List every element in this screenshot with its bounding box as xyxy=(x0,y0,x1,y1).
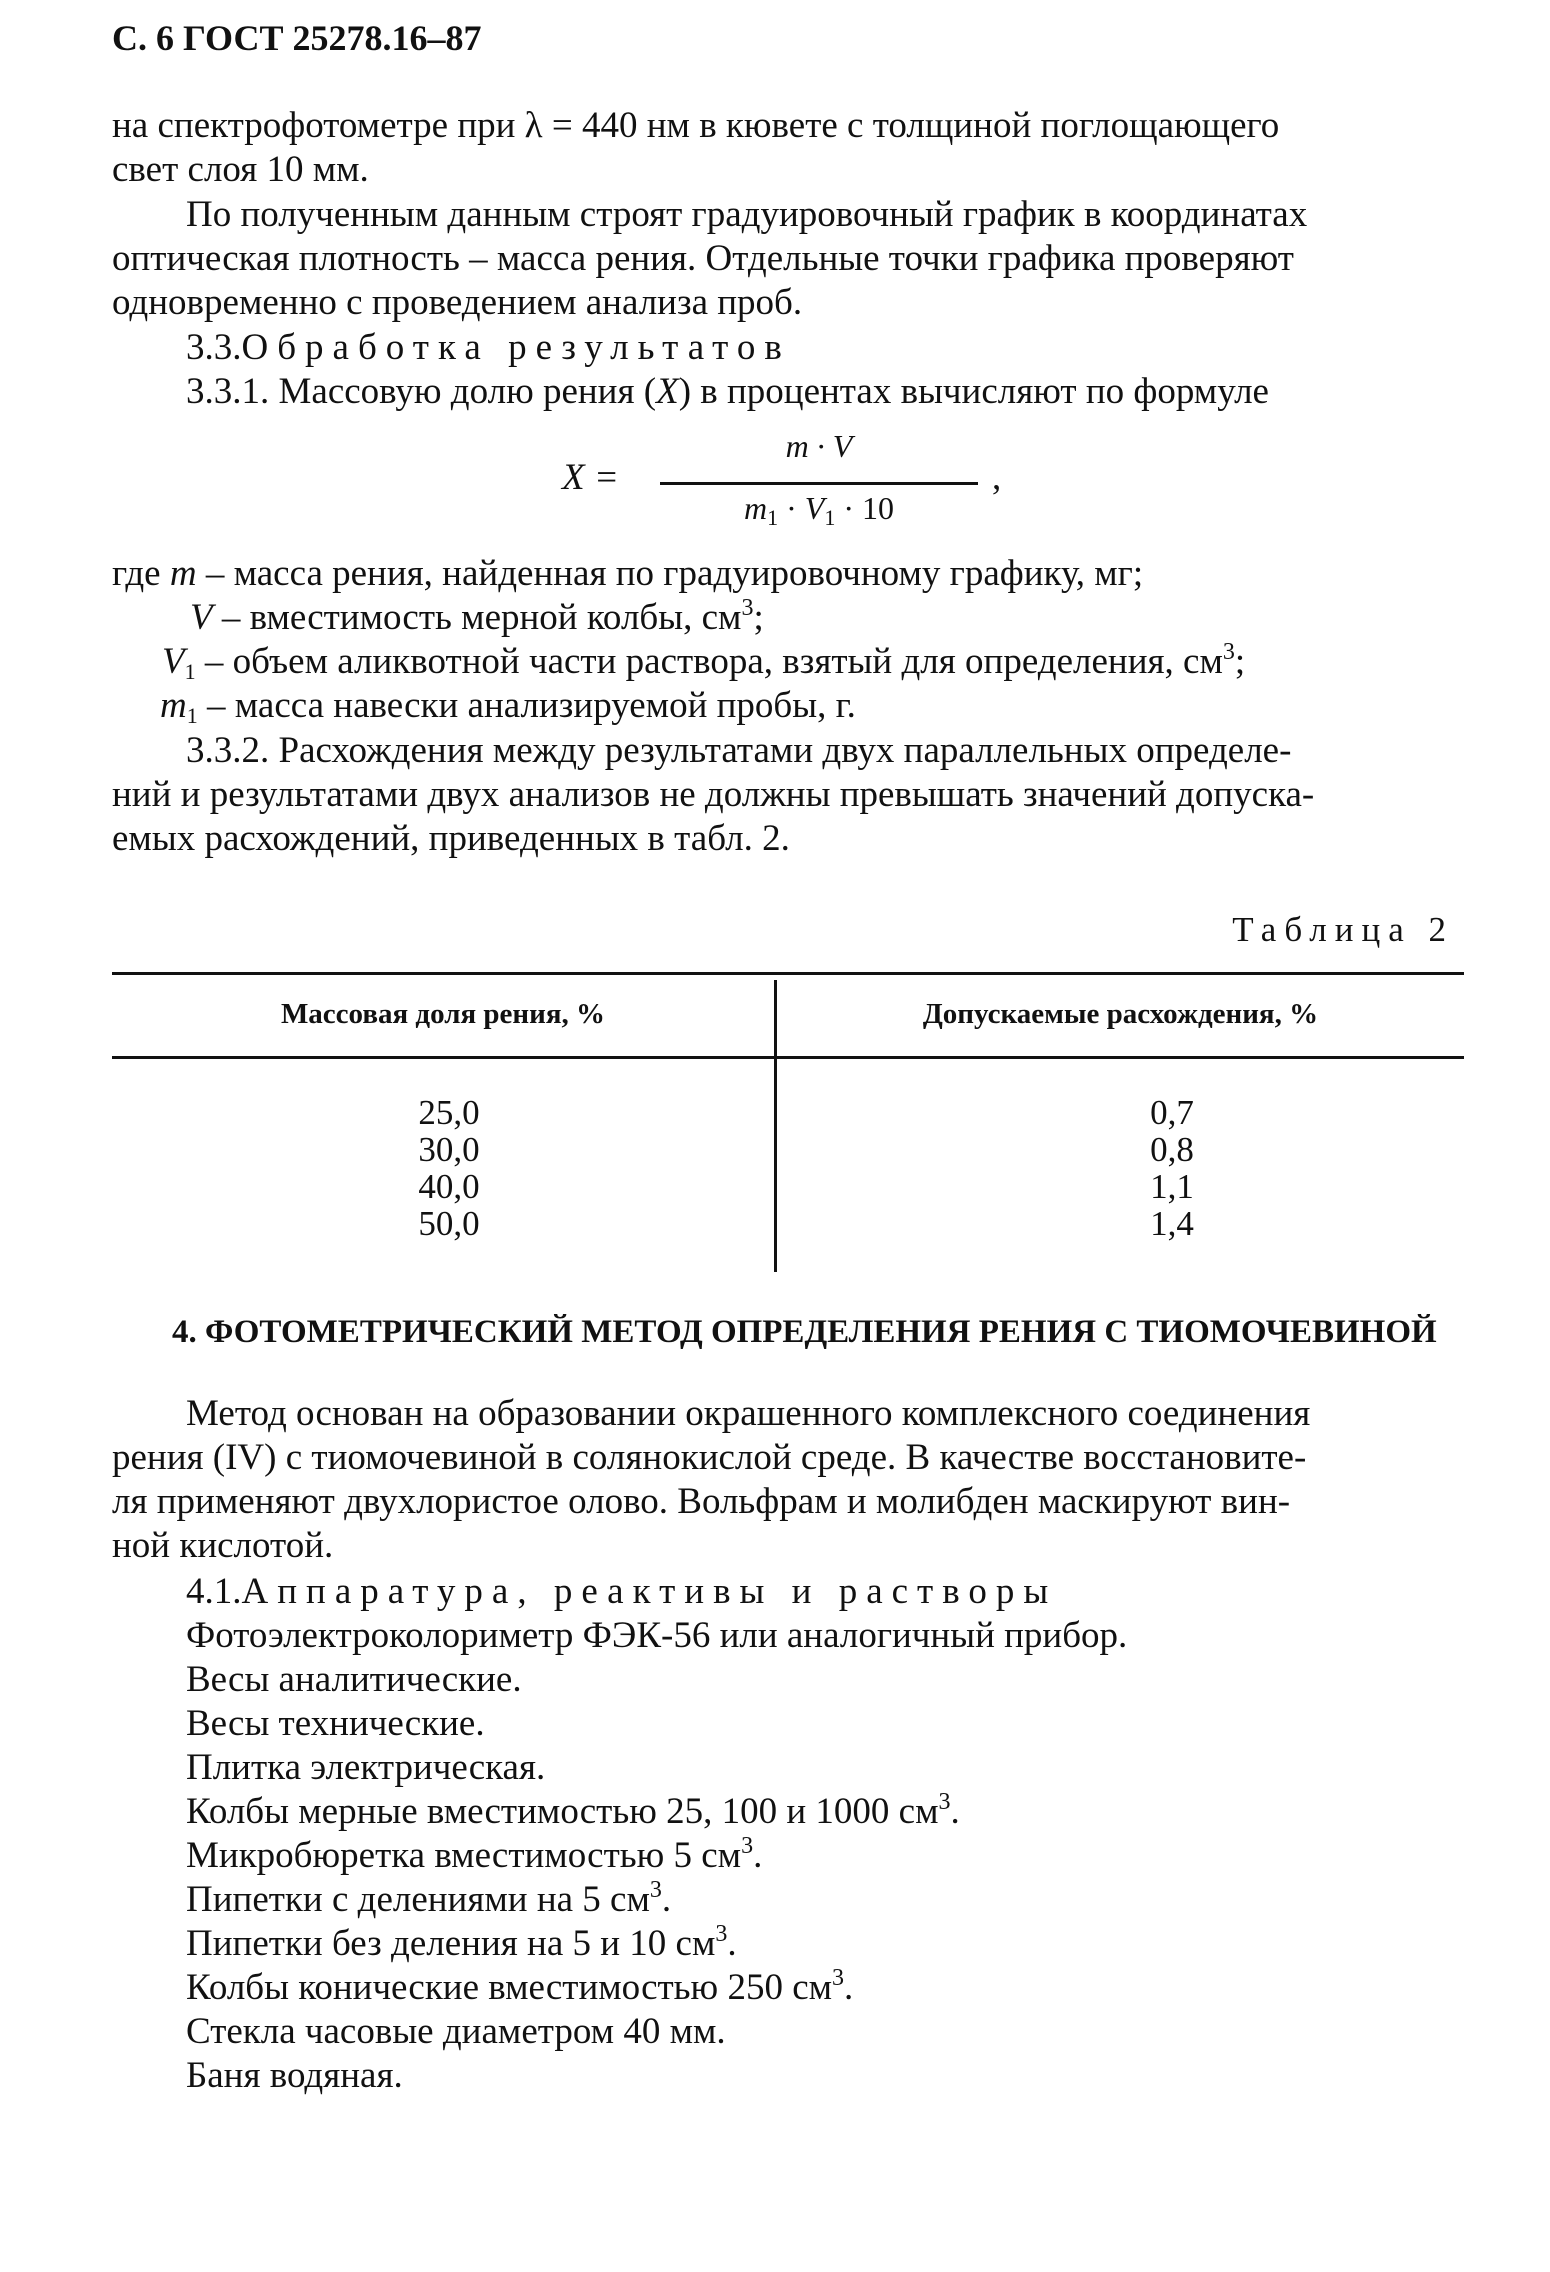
clause-3-3-1 xyxy=(186,370,1269,414)
equipment-item: Пипетки без деления на 5 и 10 $см^3$. xyxy=(186,1921,737,1964)
formula-fraction-line xyxy=(660,482,978,485)
table-cell: 1,4 xyxy=(1150,1204,1194,1243)
table-cell: 30,0 xyxy=(418,1130,480,1169)
equipment-item: Плитка электрическая. xyxy=(186,1747,546,1788)
table-cell: 40,0 xyxy=(418,1167,480,1206)
equipment-item: Стекла часовые диаметром 40 мм. xyxy=(186,2011,726,2052)
equipment-item: Пипетки с делениями на 5 $см^3$. xyxy=(186,1877,672,1920)
where-m: где m – масса рения, найденная по градуировочному графику, мг; xyxy=(112,553,1144,594)
clause-3-3-2-line-1: 3.3.2. Расхождения между результатами двух параллельных определе- xyxy=(186,730,1292,771)
table-column-mass-fraction xyxy=(364,1094,534,1242)
table-cell: 50,0 xyxy=(418,1204,480,1243)
data-table xyxy=(112,972,1464,1262)
equipment-item: Баня водяная. xyxy=(186,2055,403,2096)
formula xyxy=(562,428,1162,538)
section-3-3-title: Обработка результатов xyxy=(241,327,791,368)
table-header-tolerance: Допускаемые расхождения, % xyxy=(922,998,1319,1030)
where-v: V – вместимость мерной колбы, $см^3$; xyxy=(190,595,764,638)
table-cell: 0,8 xyxy=(1150,1130,1194,1169)
clause-3-3-1-var: X xyxy=(656,371,679,412)
table-top-rule xyxy=(112,972,1464,975)
formula-numerator: m · V xyxy=(785,428,853,464)
clause-3-3-2-line-2: ний и результатами двух анализов не должны превышать значений допуска- xyxy=(112,774,1315,815)
section-4-title: 4. ФОТОМЕТРИЧЕСКИЙ МЕТОД ОПРЕДЕЛЕНИЯ РЕНИЯ С ТИОМОЧЕВИНОЙ xyxy=(172,1314,1437,1350)
table-column-tolerance xyxy=(1112,1094,1232,1242)
equipment-item: Весы аналитические. xyxy=(186,1659,522,1700)
equipment-item: Микробюретка вместимостью 5 $см^3$. xyxy=(186,1833,763,1876)
section-3-3-number: 3.3. xyxy=(186,327,242,368)
document-page xyxy=(112,0,1454,2272)
equipment-item: Колбы мерные вместимостью 25, 100 и 1000 $см^3$. xyxy=(186,1789,960,1832)
table-title: Таблица 2 xyxy=(1232,910,1454,949)
graph-para-line-3: одновременно с проведением анализа проб. xyxy=(112,282,803,323)
intro-line-1: на спектрофотометре при λ = 440 нм в кювете с толщиной поглощающего xyxy=(112,105,1280,146)
clause-3-3-1-text-after: ) в процентах вычисляют по формуле xyxy=(678,371,1269,412)
section-4-para-line-4: ной кислотой. xyxy=(112,1525,334,1566)
section-4-1-heading xyxy=(186,1570,1057,1614)
clause-3-3-2-line-3: емых расхождений, приведенных в табл. 2. xyxy=(112,818,790,859)
section-3-3-heading xyxy=(186,326,791,370)
table-cell: 1,1 xyxy=(1150,1167,1194,1206)
section-4-para-line-2: рения (IV) с тиомочевиной в солянокислой среде. В качестве восстановите- xyxy=(112,1437,1307,1478)
table-header-rule xyxy=(112,1056,1464,1059)
equipment-item: Фотоэлектроколориметр ФЭК-56 или аналогичный прибор. xyxy=(186,1615,1128,1656)
table-cell: 0,7 xyxy=(1150,1093,1194,1132)
table-header-mass-fraction: Массовая доля рения, % xyxy=(280,998,606,1030)
formula-denominator: $m_1 \cdot V_1 \cdot 10$ xyxy=(744,490,894,530)
where-m1: $m_1$ – масса навески анализируемой пробы, г. xyxy=(160,685,856,728)
section-4-1-number: 4.1. xyxy=(186,1571,242,1612)
formula-trailing-comma: , xyxy=(992,457,1002,498)
where-v1: $V_1$ – объем аликвотной части раствора, взятый для определения, $см^3$; xyxy=(162,639,1246,684)
clause-3-3-1-text-before: 3.3.1. Массовую долю рения ( xyxy=(186,371,657,412)
section-4-para-line-1: Метод основан на образовании окрашенного комплексного соединения xyxy=(186,1393,1311,1434)
section-4-para-line-3: ля применяют двухлористое олово. Вольфрам и молибден маскируют вин- xyxy=(112,1481,1291,1522)
formula-lhs: X = xyxy=(562,457,619,498)
graph-para-line-1: По полученным данным строят градуировочный график в координатах xyxy=(186,194,1308,235)
equipment-item: Весы технические. xyxy=(186,1703,485,1744)
section-4-1-title: Аппаратура, реактивы и растворы xyxy=(241,1571,1058,1612)
graph-para-line-2: оптическая плотность – масса рения. Отдельные точки графика проверяют xyxy=(112,238,1294,279)
equipment-item: Колбы конические вместимостью 250 $см^3$. xyxy=(186,1965,854,2008)
table-cell: 25,0 xyxy=(418,1093,480,1132)
intro-line-2: свет слоя 10 мм. xyxy=(112,149,369,190)
page-header: С. 6 ГОСТ 25278.16–87 xyxy=(112,18,482,58)
